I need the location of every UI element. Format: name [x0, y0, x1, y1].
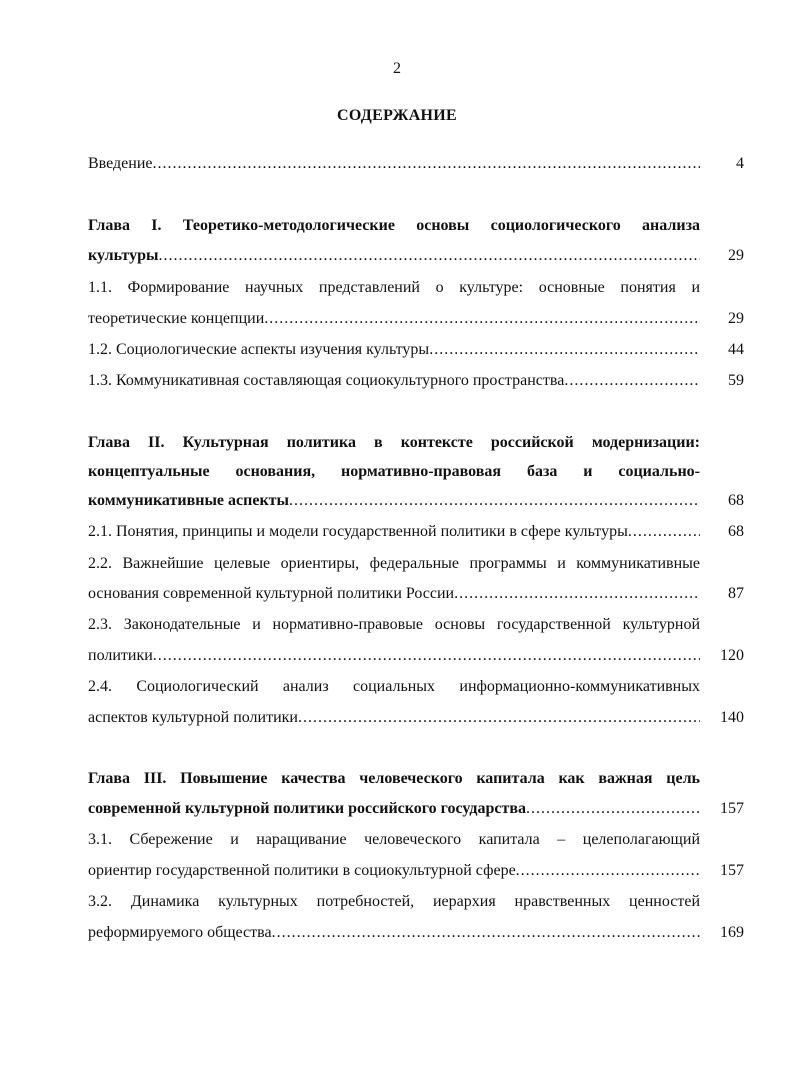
dot-leader — [264, 310, 700, 328]
toc-entry-title: 2.1. Понятия, принципы и модели государственной политики в сфере культуры — [88, 523, 628, 540]
toc-page-number: 140 — [720, 709, 744, 726]
section-2-1[interactable] — [88, 523, 700, 541]
chapter-3-title-line1[interactable]: Глава III. Повышение качества человеческого капитала как важная цель — [88, 770, 700, 787]
section-2-3-line1[interactable]: 2.3. Законодательные и нормативно-правовые основы государственной культурной — [88, 616, 700, 633]
toc-page-number: 87 — [728, 585, 744, 602]
toc-page-number: 29 — [728, 247, 744, 264]
toc-entry-title: теоретические концепции — [88, 310, 265, 327]
toc-entry-title: современной культурной политики российского государства — [88, 800, 526, 817]
dot-leader — [516, 862, 700, 880]
dot-leader — [298, 709, 700, 727]
dot-leader — [289, 492, 700, 510]
toc-entry-title: политики — [88, 647, 153, 664]
section-3-1-line1[interactable]: 3.1. Сбережение и наращивание человеческого капитала – целеполагающий — [88, 831, 700, 848]
toc-page-number: 157 — [720, 862, 744, 879]
page-title: СОДЕРЖАНИЕ — [336, 107, 458, 124]
section-2-4-line2[interactable] — [88, 709, 700, 727]
chapter-1-title-line1[interactable]: Глава I. Теоретико-методологические основы социологического анализа — [88, 217, 700, 234]
section-1-1-line1[interactable]: 1.1. Формирование научных представлений о культуре: основные понятия и — [88, 279, 700, 296]
toc-entry-title: 1.2. Социологические аспекты изучения культуры — [88, 341, 430, 358]
section-3-2-line2[interactable] — [88, 924, 700, 942]
chapter-2-title-line2[interactable]: концептуальные основания, нормативно-правовая база и социально- — [88, 463, 700, 480]
toc-page-number: 59 — [728, 372, 744, 389]
toc-entry-title: 1.3. Коммуникативная составляющая социокультурного пространства — [88, 372, 565, 389]
toc-page-number: 68 — [728, 492, 744, 509]
toc-page-number: 44 — [728, 341, 744, 358]
section-2-2-line1[interactable]: 2.2. Важнейшие целевые ориентиры, федеральные программы и коммуникативные — [88, 555, 700, 572]
toc-page-number: 169 — [720, 924, 744, 941]
toc-entry-title: коммуникативные аспекты — [88, 492, 290, 509]
chapter-1-title-line2[interactable] — [88, 247, 700, 265]
toc-page-number: 4 — [736, 155, 744, 172]
dot-leader — [272, 924, 700, 942]
toc-entry-title: реформируемого общества — [88, 924, 272, 941]
section-2-3-line2[interactable] — [88, 647, 700, 665]
section-1-1-line2[interactable] — [88, 310, 700, 328]
dot-leader — [628, 523, 700, 541]
chapter-2-title-line1[interactable]: Глава II. Культурная политика в контексте российской модернизации: — [88, 434, 700, 451]
toc-page-number: 120 — [720, 647, 744, 664]
toc-page-number: 68 — [728, 523, 744, 540]
toc-entry-title: ориентир государственной политики в социокультурной сфере — [88, 862, 516, 879]
section-1-2[interactable] — [88, 341, 700, 359]
toc-entry-title: культуры — [88, 247, 159, 264]
toc-entry-title: основания современной культурной политики России — [88, 585, 455, 602]
section-1-3[interactable] — [88, 372, 700, 390]
dot-leader — [526, 800, 700, 818]
dot-leader — [158, 247, 700, 265]
dot-leader — [429, 341, 700, 359]
section-2-2-line2[interactable] — [88, 585, 700, 603]
toc-page-number: 157 — [720, 800, 744, 817]
toc-entry-intro[interactable] — [88, 155, 700, 173]
dot-leader — [153, 647, 700, 665]
dot-leader — [454, 585, 700, 603]
dot-leader — [153, 155, 701, 173]
toc-page-number: 29 — [728, 310, 744, 327]
page-number: 2 — [393, 60, 401, 77]
section-2-4-line1[interactable]: 2.4. Социологический анализ социальных информационно-коммуникативных — [88, 678, 700, 695]
toc-entry-title: аспектов культурной политики — [88, 709, 298, 726]
toc-entry-title: Введение — [88, 155, 153, 172]
chapter-2-title-line3[interactable] — [88, 492, 700, 510]
chapter-3-title-line2[interactable] — [88, 800, 700, 818]
section-3-2-line1[interactable]: 3.2. Динамика культурных потребностей, иерархия нравственных ценностей — [88, 893, 700, 910]
section-3-1-line2[interactable] — [88, 862, 700, 880]
dot-leader — [564, 372, 700, 390]
